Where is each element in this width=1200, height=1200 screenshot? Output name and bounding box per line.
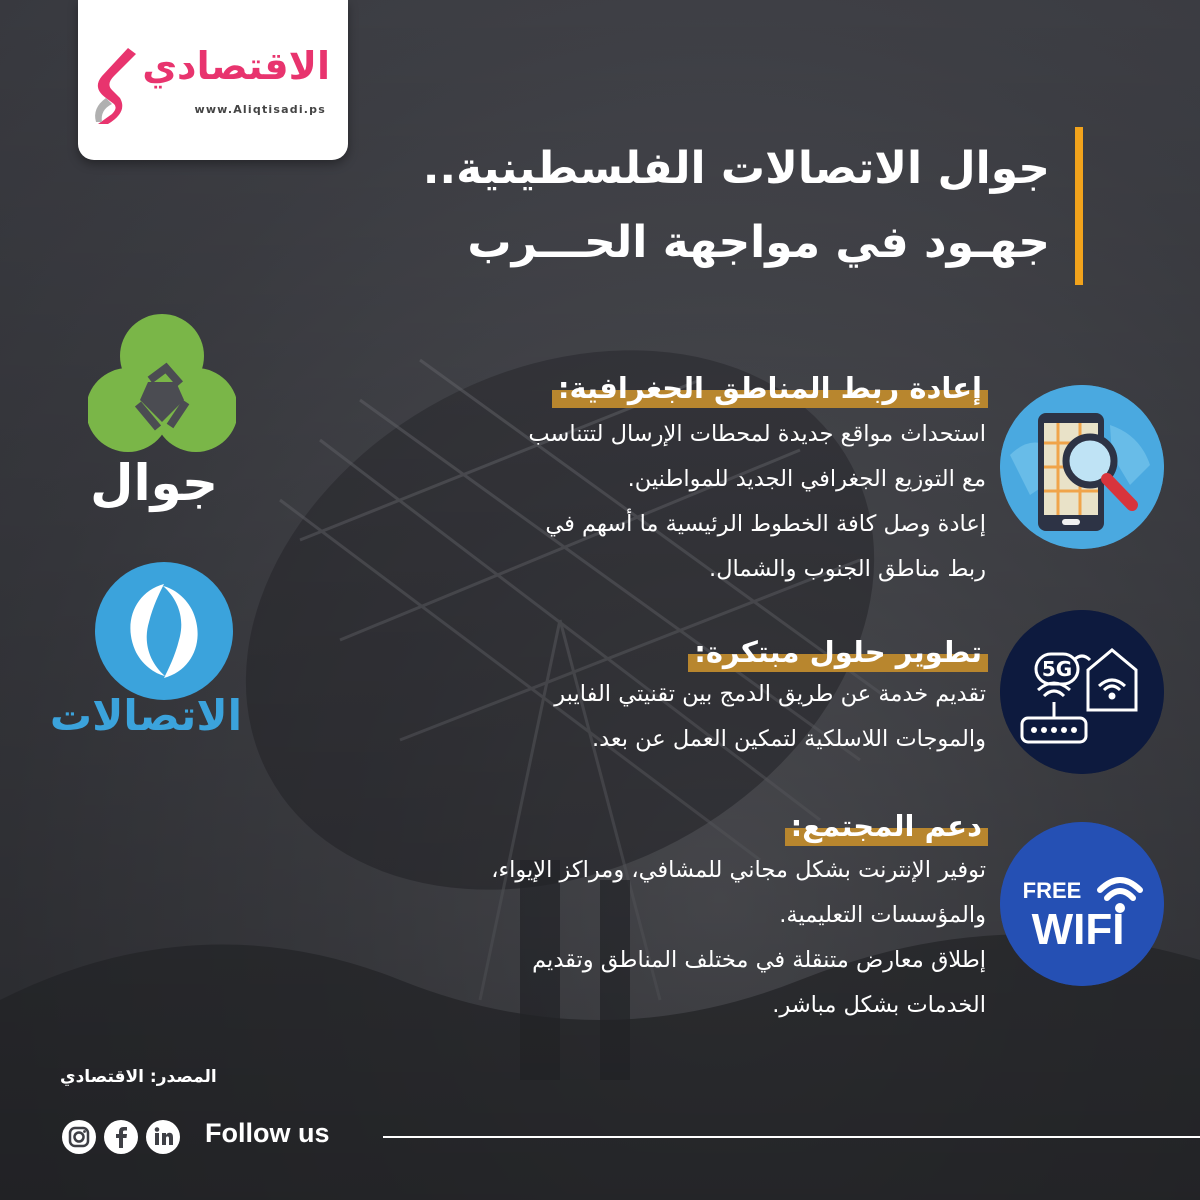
map-search-phone-icon [1000,385,1164,549]
section-line: تقديم خدمة عن طريق الدمج بين تقنيتي الفايبر [554,681,986,707]
page-title [290,132,1050,280]
section-heading-geographic: إعادة ربط المناطق الجغرافية: [552,368,988,408]
title-line-2: جهـود في مواجهة الحـــرب [467,217,1050,268]
section-line: مع التوزيع الجغرافي الجديد للمواطنين. [627,466,986,492]
section-line: إعادة وصل كافة الخطوط الرئيسية ما أسهم في [545,511,986,537]
section-body-geographic [366,412,986,592]
title-line-1: جوال الاتصالات الفلسطينية.. [422,143,1050,194]
wifi-label: WIFI [1031,905,1125,954]
instagram-icon[interactable] [62,1120,96,1154]
section-line: الخدمات بشكل مباشر. [772,992,986,1018]
source-credit: المصدر: الاقتصادي [60,1067,217,1087]
section-line: والموجات اللاسلكية لتمكين العمل عن بعد. [591,726,986,752]
section-line: استحداث مواقع جديدة لمحطات الإرسال لتتناسب [528,421,986,447]
follow-us-label: Follow us [205,1118,330,1148]
section-body-innovation [366,672,986,762]
linkedin-icon[interactable] [146,1120,180,1154]
section-line: والمؤسسات التعليمية. [779,902,986,928]
section-line: إطلاق معارض متنقلة في مختلف المناطق وتقديم [532,947,986,973]
paltel-logo-text: الاتصالات [49,691,242,740]
brand-name: الاقتصادي [142,44,330,88]
jawwal-logo-icon [88,312,236,452]
section-heading-innovation: تطوير حلول مبتكرة: [688,632,988,672]
paltel-logo-icon [95,562,233,700]
section-line: توفير الإنترنت بشكل مجاني للمشافي، ومراكز الإيواء، [491,857,986,883]
section-line: ربط مناطق الجنوب والشمال. [709,556,986,582]
5g-label: 5G [1041,657,1073,681]
facebook-icon[interactable] [104,1120,138,1154]
free-wifi-icon [1000,822,1164,986]
jawwal-logo-text: جوال [90,454,218,512]
section-body-community [366,848,986,1028]
brand-url[interactable]: www.Aliqtisadi.ps [194,103,326,116]
5g-router-icon [1000,610,1164,774]
title-accent-bar [1075,127,1083,285]
brand-mark-icon [88,46,138,126]
section-heading-community: دعم المجتمع: [785,806,988,846]
free-label: FREE [1022,878,1082,903]
footer-divider [383,1136,1200,1138]
